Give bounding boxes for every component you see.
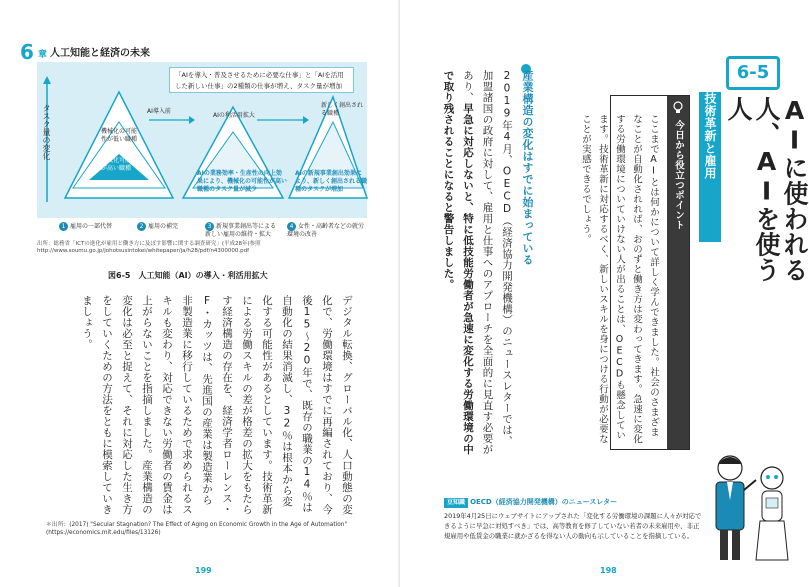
legend-number: 3: [205, 222, 214, 231]
page-number-left: 199: [195, 566, 212, 575]
legend-item-1: [59, 222, 112, 231]
body-highlight: 早急に対応しないと、特に低技能労働者が急速に変化する労働環境の中で取り残されることになると警告しました。: [442, 70, 474, 455]
legend-number: 4: [287, 222, 296, 231]
lightbulb-icon: [672, 101, 684, 115]
legend-text: 新規事業創出等による: [216, 223, 277, 230]
trivia-title: OECD（経済協力開発機構）のニュースレター: [470, 498, 618, 506]
figure-legend: [37, 218, 367, 240]
section-title: AIに使われる人、AIを使う人: [724, 96, 809, 283]
legend-text: 雇用の一部代替: [70, 223, 113, 230]
left-body-text: デジタル転換、グローバル化、人口動態の変化で、労働環境はすでに再編されており、今後15〜20年で、既存の職業の14％は自動化の結果消滅し、32％は根本から変化する可能性があるとしています。技術革新による労働スキルの差が格差の拡大をもたらす経済構造の存在を、経済学者ローレンス・F・カッツは、先進国の産業は製造業から非製造業に移行しているためで求められるスキルも変わり、対応できない労働者の賃金は上がらないことを指摘しました。産業構造の変化は必至と捉えて、それに対応した生き方をしていくための方法をともに模索していきましょう。: [81, 295, 353, 515]
section-heading: 産業構造の変化はすでに始まっている: [521, 70, 534, 266]
stage-expand-label: AIの利活用拡大: [213, 112, 255, 119]
chapter-number: 6: [20, 40, 34, 64]
legend-text: 雇用の補完: [148, 223, 179, 230]
figure-source: 出所：総務省「ICTの進化が雇用と働き方に及ぼす影響に関する調査研究」(平成28年)参照 http://www.soumu.go.jp/johotsusintokei/whitepaper/ja/h28/pdf/n4300000.pdf: [37, 241, 261, 254]
point-box: [580, 95, 690, 450]
point-heading: 今日から役立つポイント: [667, 96, 689, 449]
new-jobs-label: 新しく創出される職種: [321, 102, 364, 117]
legend-item-2: [137, 222, 178, 231]
trivia-box: [444, 497, 704, 557]
legend-text: 新しい雇用の維持・拡大: [205, 231, 272, 238]
page-number-right: 198: [600, 566, 617, 575]
figure-callout: 「AIを導入・普及させるために必要な仕事」と「AIを活用した新しい仕事」の2種類の仕事が増え、タスク量が増加: [169, 67, 354, 93]
efficiency-effect-label: AIの業務効率・生産性の向上効果により、機械化の可能性が高い職種のタスク量が減少: [197, 170, 288, 193]
high-automation-label: 機械化可能性が高い職種: [101, 157, 138, 172]
stage-before-label: AI導入前: [147, 108, 171, 115]
low-automation-label: 機械化の可能性が低い職種: [101, 128, 138, 143]
footnote: ＊出所：(2017) "Secular Stagnation? The Effect of Aging on Economic Growth in the Age of Automation" (https://economics.mit.edu/files/13126): [46, 522, 348, 536]
legend-item-4: [287, 222, 367, 239]
trivia-badge: 豆知識: [444, 498, 468, 508]
new-business-effect-label: AIの新規事業創出効果により、新しく創出される職種のタスクが増加: [295, 170, 368, 193]
body-text: 2019年4月、OECD（経済協力開発機構）のニュースレターでは、加盟諸国の政府に対して、雇用と仕事へのアプローチを全面的に見直す必要があり、: [462, 70, 513, 455]
right-body-text: [438, 70, 516, 455]
legend-item-3: [205, 222, 285, 239]
figure-caption: 図6-5 人工知能（AI）の導入・利活用拡大: [108, 271, 268, 280]
trivia-body: 2019年4月25日にウェブサイトにアップされた「変化する労働環境の課題に人々が対応できるように早急に対処すべき」では、高等教育を修了していない若者の未来雇用や、非正規雇用や低賃金の職業に就かざるを得ない人の動向も示していることを指摘している。: [444, 512, 702, 540]
axis-label: タスク量の変化: [42, 104, 51, 160]
section-subtitle: 技術革新と雇用: [699, 92, 721, 242]
person-and-robot-illustration: [700, 440, 795, 565]
chapter-kanji: 章: [38, 50, 48, 60]
chapter-title: 人工知能と経済の未来: [50, 48, 150, 59]
figure-6-5: [37, 62, 367, 240]
legend-text: 女性・高齢者などの就労環境の改善: [287, 223, 365, 238]
point-body: ここまでAIとは何かについて詳しく学んできました。社会のさまざまなことが自動化されれば、おのずと働き方は変わってきます。急速に変化する労働環境についていけない人が出ることは、OECDも懸念しています。技術革新に対応するべく、新しいスキルを身につける行動が必要なことが実感できるでしょう。: [580, 114, 659, 444]
section-badge: 6-5: [726, 56, 780, 90]
legend-number: 1: [59, 222, 68, 231]
legend-number: 2: [137, 222, 146, 231]
right-page: [400, 0, 809, 587]
left-page: [0, 0, 400, 587]
